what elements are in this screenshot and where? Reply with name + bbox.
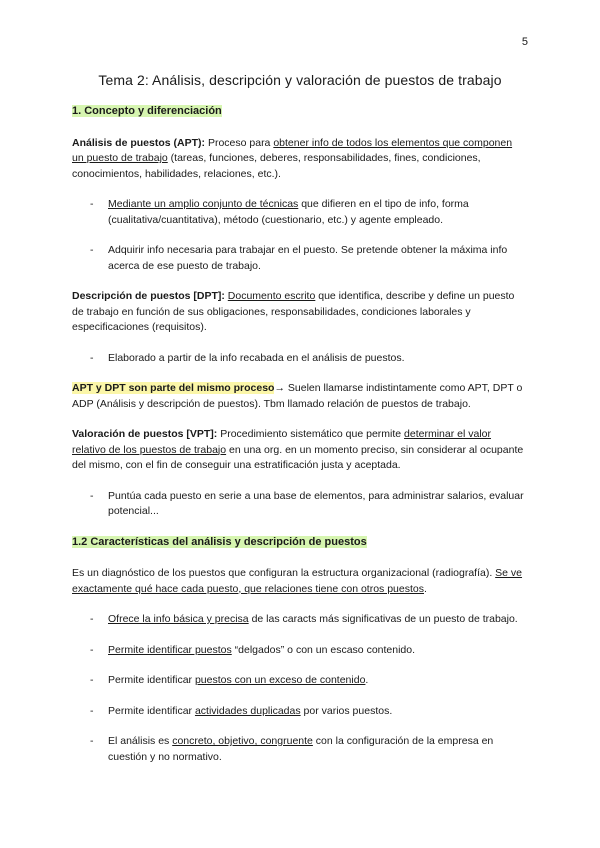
section-heading-2: 1.2 Características del análisis y descripción de puestos <box>72 535 367 548</box>
same-process-paragraph: APT y DPT son parte del mismo proceso→ Suelen llamarse indistintamente como APT, DPT o ADP (Análisis y descripción de puestos). Tbm llamado relación de puestos de trabajo. <box>72 382 523 410</box>
section-heading-1: 1. Concepto y diferenciación <box>72 105 222 117</box>
list-item: - Elaborado a partir de la info recabada en el análisis de puestos. <box>108 351 524 367</box>
list-item: - El análisis es concreto, objetivo, congruente con la configuración de la empresa en cuestión y no normativo. <box>108 734 524 765</box>
apt-bullets <box>72 197 524 274</box>
list-item: - Permite identificar puestos “delgados” o con un escaso contenido. <box>108 643 524 659</box>
apt-paragraph: Análisis de puestos (APT): Proceso para obtener info de todos los elementos que componen un puesto de trabajo (tareas, funciones, deberes, responsabilidades, fines, condiciones, conocimientos, habilidades, relaciones, etc.). <box>72 136 513 180</box>
page-number: 5 <box>521 36 528 48</box>
vpt-bullets <box>72 489 524 520</box>
section2-intro: Es un diagnóstico de los puestos que configuran la estructura organizacional (radiografía). Se ve exactamente qué hace cada puesto, que relaciones tiene con otros puestos. <box>72 567 523 595</box>
list-item: - Mediante un amplio conjunto de técnicas que difieren en el tipo de info, forma (cualitativa/cuantitativa), método (cuestionario, etc.) y agente empleado. <box>108 197 524 228</box>
list-item: - Permite identificar puestos con un exceso de contenido. <box>108 673 524 689</box>
list-item: - Adquirir info necesaria para trabajar en el puesto. Se pretende obtener la máxima info acerca de ese puesto de trabajo. <box>108 243 524 274</box>
list-item: - Ofrece la info básica y precisa de las caracts más significativas de un puesto de trabajo. <box>108 612 524 628</box>
vpt-paragraph: Valoración de puestos [VPT]: Procedimiento sistemático que permite determinar el valor relativo de los puestos de trabajo en una org. en un momento preciso, sin considerar al ocupante del mismo, con el fin de conseguir una estratificación justa y aceptada. <box>72 428 524 471</box>
dpt-paragraph: Descripción de puestos [DPT]: Documento escrito que identifica, describe y define un puesto de trabajo en función de sus obligaciones, responsabilidades, condiciones laborales y especificaciones (requisitos). <box>72 290 515 333</box>
dpt-bullets <box>72 351 524 367</box>
document-title: Tema 2: Análisis, descripción y valoración de puestos de trabajo <box>98 72 502 88</box>
list-item: - Puntúa cada puesto en serie a una base de elementos, para administrar salarios, evaluar potencial... <box>108 489 524 520</box>
list-item: - Permite identificar actividades duplicadas por varios puestos. <box>108 704 524 720</box>
document-body <box>72 104 524 780</box>
section2-bullets <box>72 612 524 765</box>
